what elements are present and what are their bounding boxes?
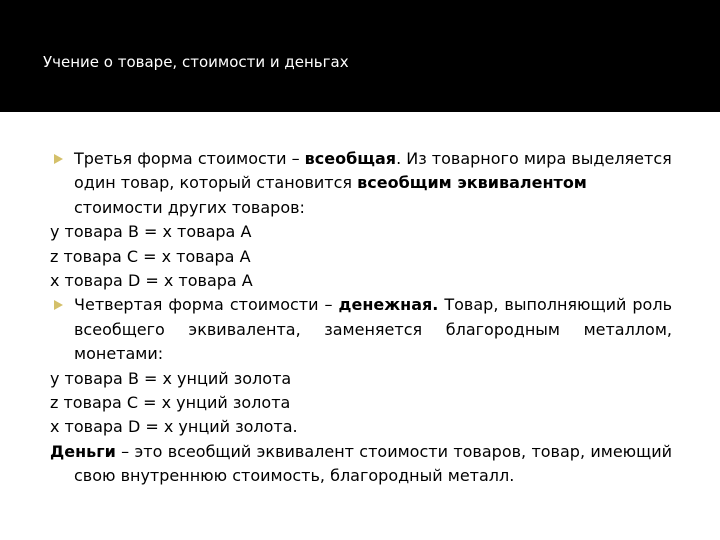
slide-title: Учение о товаре, стоимости и деньгах [43, 53, 349, 71]
title-bar [0, 0, 720, 112]
equation-line: z товара С = х товара А [50, 246, 251, 266]
triangle-bullet-icon [54, 154, 63, 164]
equation-line: х товара D = х товара А [50, 271, 253, 291]
bullet-text: стоимости других товаров: [74, 197, 305, 217]
definition-text: – это всеобщий эквивалент стоимости товаров, товар, имеющий свою внутреннюю стоимость, благородный металл. [74, 441, 672, 486]
bullet-third-form [50, 147, 672, 220]
bullet-emphasis: денежная. [338, 295, 439, 315]
bullet-emphasis: всеобщим эквивалентом [357, 173, 587, 193]
bullet-text: Четвертая форма стоимости – [74, 295, 339, 315]
triangle-bullet-icon [54, 300, 63, 310]
bullet-text: Третья форма стоимости – [74, 149, 305, 168]
equation-line: у товара В = х товара А [50, 222, 252, 242]
bullet-text: . Из товарного мира выделяется один товар, который становится [74, 149, 672, 193]
money-definition [50, 440, 672, 489]
equation-line: у товара В = х унций золота [50, 368, 292, 388]
equation-line: х товара D = х унций золота. [50, 417, 298, 437]
equation-line: z товара С = х унций золота [50, 393, 291, 413]
definition-term: Деньги [50, 441, 116, 461]
bullet-text: Товар, выполняющий роль всеобщего эквивалента, заменяется благородным металлом, монетами: [74, 295, 672, 364]
slide-content [50, 147, 672, 489]
bullet-emphasis: всеобщая [304, 149, 397, 168]
bullet-fourth-form [50, 293, 672, 366]
